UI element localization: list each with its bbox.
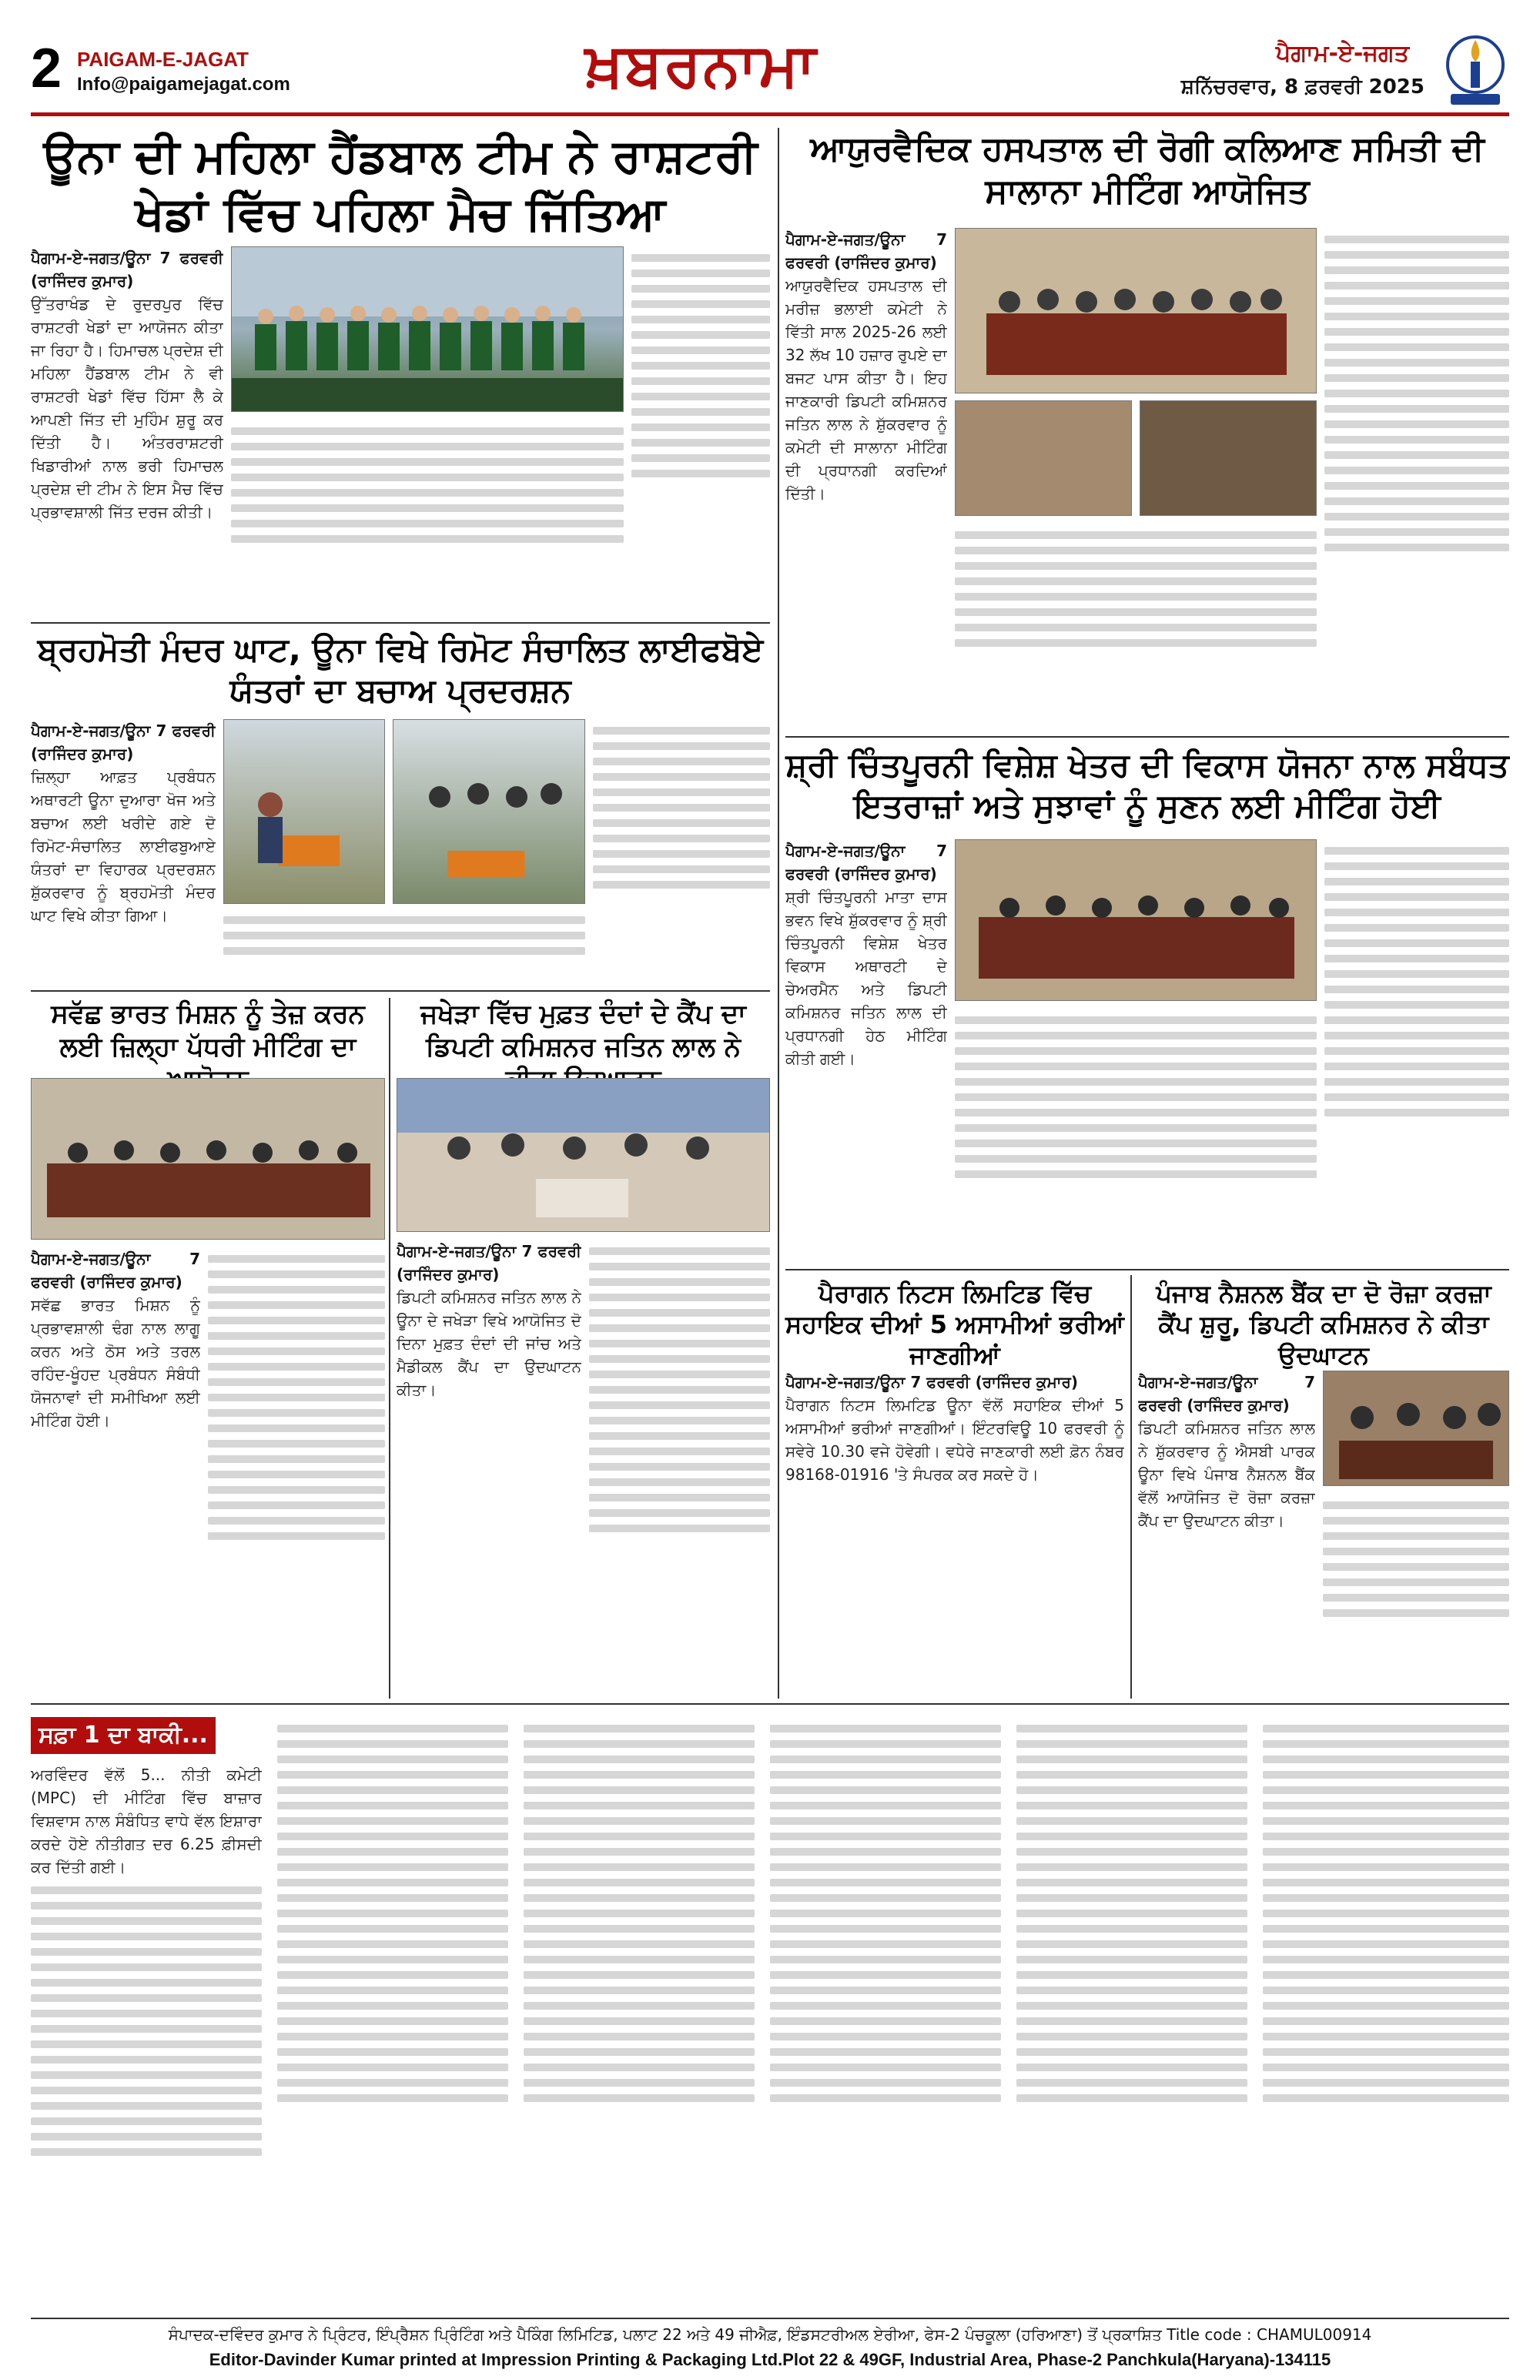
handball-team-photo <box>231 246 624 412</box>
pnb-body: ਡਿਪਟੀ ਕਮਿਸ਼ਨਰ ਜਤਿਨ ਲਾਲ ਨੇ ਸ਼ੁੱਕਰਵਾਰ ਨੂੰ ਐਸਬੀ ਪਾਰਕ ਊਨਾ ਵਿਖੇ ਪੰਜਾਬ ਨੈਸ਼ਨਲ ਬੈਂਕ ਵੱਲੋਂ ਆਯੋਜਿਤ ਦੋ ਰੋਜ਼ਾ ਕਰਜ਼ਾ ਕੈਂਪ ਦਾ ਉਦਘਾਟਨ ਕੀਤਾ। <box>1138 1419 1315 1530</box>
handball-column-3 <box>231 420 624 616</box>
brahmoti-column-2 <box>593 719 770 985</box>
masthead-rule <box>31 112 1509 116</box>
ayurvedic-headline: ਆਯੁਰਵੈਦਿਕ ਹਸਪਤਾਲ ਦੀ ਰੋਗੀ ਕਲਿਆਣ ਸਮਿਤੀ ਦੀ ਸਾਲਾਨਾ ਮੀਟਿੰਗ ਆਯੋਜਿਤ <box>810 129 1485 211</box>
paper-name-punjabi: ਪੈਗਾਮ-ਏ-ਜਗਤ <box>1275 40 1409 67</box>
paper-name: PAIGAM-E-JAGAT <box>77 48 249 71</box>
chintpurni-meeting-photo <box>955 839 1317 1001</box>
brahmoti-demo-photo-2 <box>393 719 585 904</box>
continued-column-6 <box>1263 1717 1509 2310</box>
pnb-camp-photo <box>1323 1371 1509 1486</box>
ayurvedic-body: ਆਯੁਰਵੈਦਿਕ ਹਸਪਤਾਲ ਦੀ ਮਰੀਜ਼ ਭਲਾਈ ਕਮੇਟੀ ਨੇ ਵਿੱਤੀ ਸਾਲ 2025-26 ਲਈ 32 ਲੱਖ 10 ਹਜ਼ਾਰ ਰੁਪਏ ਦਾ ਬਜਟ ਪਾਸ ਕੀਤਾ ਹੈ। ਇਹ ਜਾਣਕਾਰੀ ਡਿਪਟੀ ਕਮਿਸ਼ਨਰ ਜਤਿਨ ਲਾਲ ਨੇ ਸ਼ੁੱਕਰਵਾਰ ਨੂੰ ਕਮੇਟੀ ਦੀ ਸਾਲਾਨਾ ਮੀਟਿੰਗ ਦੀ ਪ੍ਰਧਾਨਗੀ ਕਰਦਿਆਂ ਦਿੱਤੀ। <box>785 276 947 503</box>
dental-body: ਡਿਪਟੀ ਕਮਿਸ਼ਨਰ ਜਤਿਨ ਲਾਲ ਨੇ ਊਨਾ ਦੇ ਜਖੇੜਾ ਵਿਖੇ ਆਯੋਜਿਤ ਦੋ ਦਿਨਾ ਮੁਫ਼ਤ ਦੰਦਾਂ ਦੀ ਜਾਂਚ ਅਤੇ ਮੈਡੀਕਲ ਕੈਂਪ ਦਾ ਉਦਘਾਟਨ ਕੀਤਾ। <box>397 1288 581 1399</box>
section-divider <box>31 1703 1509 1705</box>
ayurvedic-column-3 <box>955 524 1317 728</box>
ayurvedic-meeting-photo-3 <box>1140 400 1317 516</box>
continued-column-2 <box>277 1717 508 2310</box>
masthead <box>0 0 1540 115</box>
page-number: 2 <box>31 38 62 99</box>
handball-headline: ਊਨਾ ਦੀ ਮਹਿਲਾ ਹੈਂਡਬਾਲ ਟੀਮ ਨੇ ਰਾਸ਼ਟਰੀ ਖੇਡਾਂ ਵਿੱਚ ਪਹਿਲਾ ਮੈਚ ਜਿੱਤਿਆ <box>43 129 758 241</box>
swachh-meeting-photo <box>31 1078 385 1240</box>
brahmoti-column-3 <box>223 909 585 986</box>
brahmoti-column-1 <box>31 719 216 985</box>
swachh-column-1 <box>31 1247 200 1694</box>
paragon-headline: ਪੈਰਾਗਨ ਨਿਟਸ ਲਿਮਟਿਡ ਵਿੱਚ ਸਹਾਇਕ ਦੀਆਂ 5 ਅਸਾਮੀਆਂ ਭਰੀਆਂ ਜਾਣਗੀਆਂ <box>785 1279 1124 1370</box>
chintpurni-dateline: ਪੈਗਾਮ-ਏ-ਜਗਤ/ਊਨਾ 7 ਫਰਵਰੀ (ਰਾਜਿੰਦਰ ਕੁਮਾਰ) <box>785 842 947 883</box>
ayurvedic-meeting-photo <box>955 228 1317 393</box>
footer-imprint <box>31 2318 1509 2372</box>
handball-dateline: ਪੈਗਾਮ-ਏ-ਜਗਤ/ਊਨਾ 7 ਫਰਵਰੀ (ਰਾਜਿੰਦਰ ਕੁਮਾਰ) <box>31 249 223 290</box>
column-divider <box>1130 1275 1132 1699</box>
column-divider <box>778 128 779 1699</box>
handball-column-1 <box>31 246 223 616</box>
swachh-headline: ਸਵੱਛ ਭਾਰਤ ਮਿਸ਼ਨ ਨੂੰ ਤੇਜ਼ ਕਰਨ ਲਈ ਜ਼ਿਲ੍ਹਾ ਪੱਧਰੀ ਮੀਟਿੰਗ ਦਾ <box>51 999 365 1063</box>
dental-headline: ਜਖੇੜਾ ਵਿੱਚ ਮੁਫ਼ਤ ਦੰਦਾਂ ਦੇ ਕੈਂਪ ਦਾ ਡਿਪਟੀ ਕਮਿਸ਼ਨਰ ਜਤਿਨ ਲਾਲ ਨੇ <box>420 999 746 1063</box>
imprint-punjabi: ਸੰਪਾਦਕ-ਦਵਿੰਦਰ ਕੁਮਾਰ ਨੇ ਪ੍ਰਿੰਟਰ, ਇੰਪ੍ਰੈਸ਼ਨ ਪ੍ਰਿੰਟਿੰਗ ਅਤੇ ਪੈਕਿੰਗ ਲਿਮਿਟਿਡ, ਪਲਾਟ 22 ਅਤੇ 49 ਜੀਐਫ਼, ਇੰਡਸਟਰੀਅਲ ਏਰੀਆ, ਫੇਸ-2 ਪੰਚਕੂਲਾ (ਹਰਿਆਣਾ) ਤੋਂ ਪ੍ਰਕਾਸ਼ਿਤ Title code : CHAMUL00914 <box>168 2325 1372 2344</box>
dental-dateline: ਪੈਗਾਮ-ਏ-ਜਗਤ/ਊਨਾ 7 ਫਰਵਰੀ (ਰਾਜਿੰਦਰ ਕੁਮਾਰ) <box>397 1242 581 1284</box>
chintpurni-headline: ਸ਼੍ਰੀ ਚਿੰਤਪੂਰਨੀ ਵਿਸ਼ੇਸ਼ ਖੇਤਰ ਦੀ ਵਿਕਾਸ ਯੋਜਨਾ ਨਾਲ ਸਬੰਧਤ ਇਤਰਾਜ਼ਾਂ ਅਤੇ ਸੁਝਾਵਾਂ ਨੂੰ ਸੁਣਨ ਲਈ ਮੀਟਿੰਗ ਹੋਈ <box>785 746 1509 825</box>
paragon-body: ਪੈਰਾਗਨ ਨਿਟਸ ਲਿਮਟਿਡ ਊਨਾ ਵੱਲੋਂ ਸਹਾਇਕ ਦੀਆਂ 5 ਅਸਾਮੀਆਂ ਭਰੀਆਂ ਜਾਣਗੀਆਂ। ਇੰਟਰਵਿਊ 10 ਫਰਵਰੀ ਨੂੰ ਸਵੇਰੇ 10.30 ਵਜੇ ਹੋਵੇਗੀ। ਵਧੇਰੇ ਜਾਣਕਾਰੀ ਲਈ ਫ਼ੋਨ ਨੰਬਰ 98168-01916 'ਤੇ ਸੰਪਰਕ ਕਰ ਸਕਦੇ ਹੋ। <box>785 1396 1124 1484</box>
dental-column-1 <box>397 1240 581 1694</box>
brahmoti-dateline: ਪੈਗਾਮ-ਏ-ਜਗਤ/ਊਨਾ 7 ਫਰਵਰੀ (ਰਾਜਿੰਦਰ ਕੁਮਾਰ) <box>31 721 216 763</box>
paragon-column-1 <box>785 1371 1124 1694</box>
brahmoti-body: ਜ਼ਿਲ੍ਹਾ ਆਫ਼ਤ ਪ੍ਰਬੰਧਨ ਅਥਾਰਟੀ ਊਨਾ ਦੁਆਰਾ ਖੋਜ ਅਤੇ ਬਚਾਅ ਲਈ ਖਰੀਦੇ ਗਏ ਦੋ ਰਿਮੋਟ-ਸੰਚਾਲਿਤ ਲਾਈਫਬੁਆਏ ਯੰਤਰਾਂ ਦਾ ਵਿਹਾਰਕ ਪ੍ਰਦਰਸ਼ਨ ਸ਼ੁੱਕਰਵਾਰ ਨੂੰ ਬ੍ਰਹਮੋਤੀ ਮੰਦਰ ਘਾਟ ਵਿਖੇ ਕੀਤਾ ਗਿਆ। <box>31 768 216 925</box>
section-divider <box>785 736 1509 738</box>
continued-column-1 <box>31 1763 262 2310</box>
pnb-column-2 <box>1323 1494 1509 1694</box>
paper-email[interactable]: Info@paigamejagat.com <box>77 74 290 95</box>
handball-body: ਉੱਤਰਾਖੰਡ ਦੇ ਰੁਦਰਪੁਰ ਵਿੱਚ ਰਾਸ਼ਟਰੀ ਖੇਡਾਂ ਦਾ ਆਯੋਜਨ ਕੀਤਾ ਜਾ ਰਿਹਾ ਹੈ। ਹਿਮਾਚਲ ਪ੍ਰਦੇਸ਼ ਦੀ ਮਹਿਲਾ ਹੈਂਡਬਾਲ ਟੀਮ ਨੇ ਵੀ ਰਾਸ਼ਟਰੀ ਖੇਡਾਂ ਵਿੱਚ ਹਿੱਸਾ ਲੈ ਕੇ ਆਪਣੀ ਜਿੱਤ ਦੀ ਮੁਹਿੰਮ ਸ਼ੁਰੂ ਕਰ ਦਿੱਤੀ ਹੈ। ਅੰਤਰਰਾਸ਼ਟਰੀ ਖਿਡਾਰੀਆਂ ਨਾਲ ਭਰੀ ਹਿਮਾਚਲ ਪ੍ਰਦੇਸ਼ ਦੀ ਟੀਮ ਨੇ ਇਸ ਮੈਚ ਵਿੱਚ ਪ੍ਰਭਾਵਸ਼ਾਲੀ ਜਿੱਤ ਦਰਜ ਕੀਤੀ। <box>31 295 223 521</box>
brahmoti-demo-photo-1 <box>223 719 385 904</box>
continued-column-3 <box>524 1717 755 2310</box>
continued-column-4 <box>770 1717 1001 2310</box>
ayurvedic-meeting-photo-2 <box>955 400 1132 516</box>
section-divider <box>31 990 770 992</box>
paragon-dateline: ਪੈਗਾਮ-ਏ-ਜਗਤ/ਊਨਾ 7 ਫਰਵਰੀ (ਰਾਜਿੰਦਰ ਕੁਮਾਰ) <box>785 1373 1078 1391</box>
continued-column-5 <box>1016 1717 1247 2310</box>
chintpurni-column-1 <box>785 839 947 1263</box>
ayurvedic-column-2 <box>1324 228 1509 728</box>
pnb-headline: ਪੰਜਾਬ ਨੈਸ਼ਨਲ ਬੈਂਕ ਦਾ ਦੋ ਰੋਜ਼ਾ ਕਰਜ਼ਾ ਕੈਂਪ ਸ਼ੁਰੂ, ਡਿਪਟੀ ਕਮਿਸ਼ਨਰ ਨੇ ਕੀਤਾ ਉਦਘਾਟਨ <box>1156 1279 1491 1370</box>
swachh-column-2 <box>208 1247 385 1694</box>
swachh-body: ਸਵੱਛ ਭਾਰਤ ਮਿਸ਼ਨ ਨੂੰ ਪ੍ਰਭਾਵਸ਼ਾਲੀ ਢੰਗ ਨਾਲ ਲਾਗੂ ਕਰਨ ਅਤੇ ਠੋਸ ਅਤੇ ਤਰਲ ਰਹਿੰਦ-ਖੂੰਹਦ ਪ੍ਰਬੰਧਨ ਸੰਬੰਧੀ ਯੋਜਨਾਵਾਂ ਦੀ ਸਮੀਖਿਆ ਲਈ ਮੀਟਿੰਗ ਹੋਈ। <box>31 1296 200 1430</box>
publication-date: ਸ਼ਨਿੱਚਰਵਾਰ, 8 ਫ਼ਰਵਰੀ 2025 <box>1180 75 1424 99</box>
handball-column-2 <box>631 246 770 616</box>
section-divider <box>31 622 770 624</box>
swachh-dateline: ਪੈਗਾਮ-ਏ-ਜਗਤ/ਊਨਾ 7 ਫਰਵਰੀ (ਰਾਜਿੰਦਰ ਕੁਮਾਰ) <box>31 1250 200 1291</box>
brahmoti-headline: ਬ੍ਰਹਮੋਤੀ ਮੰਦਰ ਘਾਟ, ਊਨਾ ਵਿਖੇ ਰਿਮੋਟ ਸੰਚਾਲਿਤ ਲਾਈਫਬੋਏ ਯੰਤਰਾਂ ਦਾ ਬਚਾਅ ਪ੍ਰਦਰਸ਼ਨ <box>37 631 764 709</box>
chintpurni-body: ਸ਼੍ਰੀ ਚਿੰਤਪੂਰਨੀ ਮਾਤਾ ਦਾਸ ਭਵਨ ਵਿਖੇ ਸ਼ੁੱਕਰਵਾਰ ਨੂੰ ਸ਼੍ਰੀ ਚਿੰਤਪੂਰਨੀ ਵਿਸ਼ੇਸ਼ ਖੇਤਰ ਵਿਕਾਸ ਅਥਾਰਟੀ ਦੇ ਚੇਅਰਮੈਨ ਅਤੇ ਡਿਪਟੀ ਕਮਿਸ਼ਨਰ ਜਤਿਨ ਲਾਲ ਦੀ ਪ੍ਰਧਾਨਗੀ ਹੇਠ ਮੀਟਿੰਗ ਕੀਤੀ ਗਈ। <box>785 888 947 1068</box>
continued-label: ਸਫ਼ਾ 1 ਦਾ ਬਾਕੀ... <box>31 1717 216 1754</box>
section-title: ਖ਼ਬਰਨਾਮਾ <box>585 31 818 100</box>
continued-body: ਅਰਵਿੰਦਰ ਵੱਲੋਂ 5... ਨੀਤੀ ਕਮੇਟੀ (MPC) ਦੀ ਮੀਟਿੰਗ ਵਿੱਚ ਬਾਜ਼ਾਰ ਵਿਸ਼ਵਾਸ ਨਾਲ ਸੰਬੰਧਿਤ ਵਾਧੇ ਵੱਲ ਇਸ਼ਾਰਾ ਕਰਦੇ ਹੋਏ ਨੀਤੀਗਤ ਦਰ 6.25 ਫ਼ੀਸਦੀ ਕਰ ਦਿੱਤੀ ਗਈ। <box>31 1766 262 1876</box>
pnb-column-1 <box>1138 1371 1315 1694</box>
dental-column-2 <box>589 1240 770 1694</box>
chintpurni-column-2 <box>1324 839 1509 1263</box>
imprint-english: Editor-Davinder Kumar printed at Impression Printing & Packaging Ltd.Plot 22 & 49GF, Industrial Area, Phase-2 Panchkula(Haryana)-134115 <box>209 2350 1331 2369</box>
chintpurni-column-3 <box>955 1009 1317 1263</box>
column-divider <box>389 998 390 1699</box>
torch-emblem-icon <box>1440 31 1511 108</box>
dental-camp-photo <box>397 1078 770 1232</box>
pnb-dateline: ਪੈਗਾਮ-ਏ-ਜਗਤ/ਊਨਾ 7 ਫਰਵਰੀ (ਰਾਜਿੰਦਰ ਕੁਮਾਰ) <box>1138 1373 1315 1414</box>
ayurvedic-dateline: ਪੈਗਾਮ-ਏ-ਜਗਤ/ਊਨਾ 7 ਫਰਵਰੀ (ਰਾਜਿੰਦਰ ਕੁਮਾਰ) <box>785 230 947 272</box>
ayurvedic-column-1 <box>785 228 947 728</box>
section-divider <box>785 1269 1509 1270</box>
